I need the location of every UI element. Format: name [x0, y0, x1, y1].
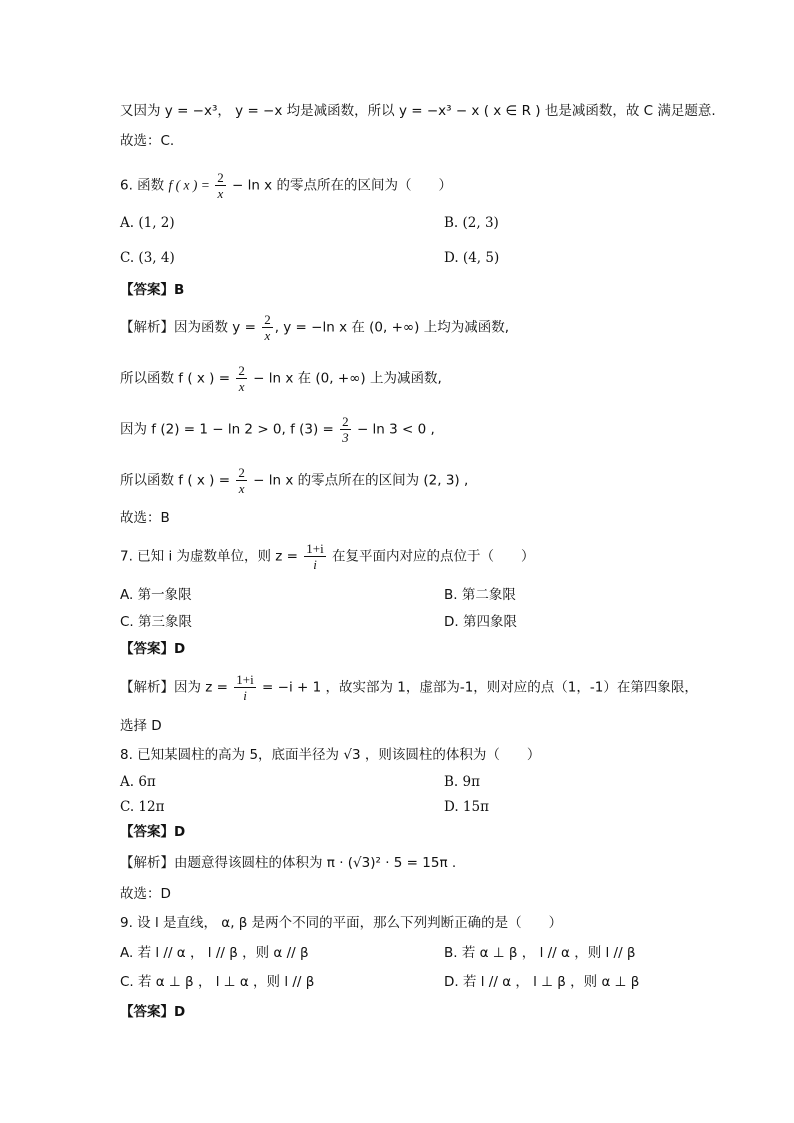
q6-explanation-1: [120, 312, 509, 343]
q7-answer: 【答案】D: [120, 641, 186, 657]
q6-ex1-prefix: 【解析】因为函数 y =: [120, 319, 261, 336]
q7-suffix: 在复平面内对应的点位于（ ）: [327, 548, 535, 565]
q6-explanation-4: [120, 465, 468, 496]
q6-ex3-prefix: 因为 f (2) = 1 − ln 2 > 0, f (3) =: [120, 421, 339, 438]
q6-ex2-numerator: 2: [238, 363, 245, 378]
q8-answer: 【答案】D: [120, 824, 186, 840]
question-6: [120, 170, 452, 201]
q7-select: 选择 D: [120, 718, 162, 734]
q6-fraction-denominator: x: [217, 186, 224, 201]
q6-ex2-fraction: [236, 363, 247, 394]
q7-numerator: 1+i: [306, 541, 324, 556]
q7-prefix: 7. 已知 i 为虚数单位，则 z =: [120, 548, 303, 565]
q9-option-b: B. 若 α ⊥ β ， l // α ，则 l // β: [444, 945, 636, 961]
q6-function: f ( x ) =: [168, 177, 214, 193]
q6-ex1-numerator: 2: [264, 312, 271, 327]
q6-prefix: 6. 函数: [120, 177, 169, 194]
question-7: [120, 541, 535, 572]
q7-option-d: D. 第四象限: [444, 614, 517, 630]
q6-ex4-denominator: x: [238, 481, 245, 496]
q6-explanation-3: [120, 414, 435, 445]
q8-option-c: C. 12π: [120, 799, 165, 815]
q6-ex3-denominator: 3: [342, 430, 349, 445]
q9-answer: 【答案】D: [120, 1004, 186, 1020]
q7-denominator: i: [313, 557, 317, 572]
q6-ex2-suffix: − ln x 在 (0, +∞) 上为减函数,: [248, 370, 442, 387]
text-line-decreasing-functions: 又因为 y = −x³， y = −x 均是减函数，所以 y = −x³ − x ( x ∈ R ) 也是减函数，故 C 满足题意.: [120, 103, 716, 119]
q7-explanation: [120, 672, 698, 703]
question-9: 9. 设 l 是直线， α, β 是两个不同的平面，那么下列判断正确的是（ ）: [120, 915, 563, 931]
q7-ex-prefix: 【解析】因为 z =: [120, 679, 233, 696]
question-8: 8. 已知某圆柱的高为 5，底面半径为 √3 ，则该圆柱的体积为（ ）: [120, 747, 541, 763]
q6-ex2-prefix: 所以函数 f ( x ) =: [120, 370, 235, 387]
q7-ex-suffix: = −i + 1 ，故实部为 1，虚部为-1，则对应的点（1，-1）在第四象限，: [257, 679, 698, 696]
q6-ex3-numerator: 2: [342, 414, 349, 429]
q7-option-b: B. 第二象限: [444, 587, 516, 603]
q7-ex-fraction: [234, 672, 255, 703]
q6-fraction: [215, 170, 226, 201]
q6-ex3-fraction: [340, 414, 351, 445]
q6-answer: 【答案】B: [120, 282, 185, 298]
q7-option-a: A. 第一象限: [120, 587, 192, 603]
q6-option-c: C. (3, 4): [120, 250, 175, 266]
q6-option-b: B. (2, 3): [444, 215, 499, 231]
q8-explanation: 【解析】由题意得该圆柱的体积为 π · (√3)² · 5 = 15π .: [120, 855, 457, 871]
q7-ex-numerator: 1+i: [236, 672, 254, 687]
q6-ex4-numerator: 2: [238, 465, 245, 480]
q6-option-a: A. (1, 2): [120, 215, 175, 231]
q9-option-a: A. 若 l // α ， l // β ，则 α // β: [120, 945, 309, 961]
q6-suffix: − ln x 的零点所在的区间为（ ）: [227, 177, 452, 194]
q8-option-a: A. 6π: [120, 774, 156, 790]
q6-ex2-denominator: x: [238, 379, 245, 394]
q9-option-c: C. 若 α ⊥ β ， l ⊥ α ，则 l // β: [120, 974, 315, 990]
q6-ex1-denominator: x: [264, 328, 271, 343]
q6-ex4-prefix: 所以函数 f ( x ) =: [120, 472, 235, 489]
q6-explanation-2: [120, 363, 442, 394]
text-line-choose-c: 故选：C.: [120, 133, 175, 149]
q6-ex1-fraction: [262, 312, 273, 343]
q6-select: 故选：B: [120, 510, 170, 526]
q6-ex4-suffix: − ln x 的零点所在的区间为 (2, 3) ,: [248, 472, 469, 489]
q8-option-b: B. 9π: [444, 774, 480, 790]
q6-fraction-numerator: 2: [217, 170, 224, 185]
q7-option-c: C. 第三象限: [120, 614, 193, 630]
q6-ex1-suffix: , y = −ln x 在 (0, +∞) 上均为减函数,: [274, 319, 509, 336]
q6-ex3-suffix: − ln 3 < 0 ,: [352, 421, 435, 438]
q8-select: 故选：D: [120, 886, 171, 902]
q9-option-d: D. 若 l // α ， l ⊥ β ，则 α ⊥ β: [444, 974, 640, 990]
q7-ex-denominator: i: [243, 688, 247, 703]
q8-option-d: D. 15π: [444, 799, 489, 815]
q6-ex4-fraction: [236, 465, 247, 496]
q7-fraction: [304, 541, 325, 572]
q6-option-d: D. (4, 5): [444, 250, 500, 266]
